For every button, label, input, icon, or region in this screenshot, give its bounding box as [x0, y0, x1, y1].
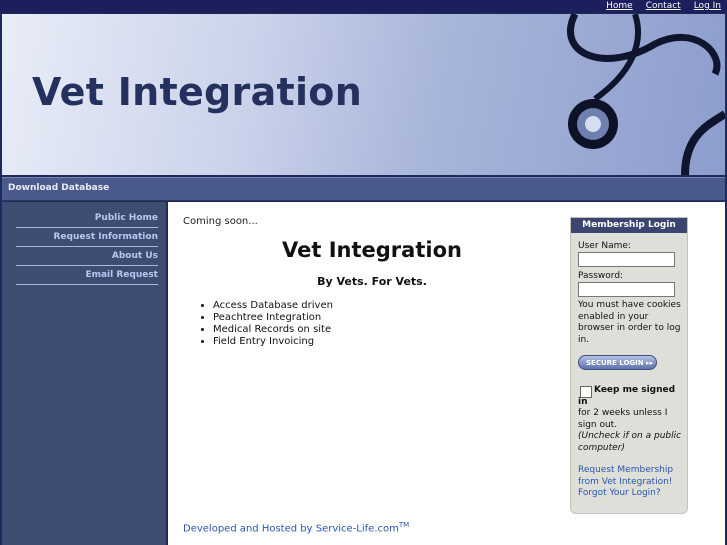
login-link[interactable]: Log In	[693, 1, 721, 11]
list-item: • Access Database driven	[213, 300, 333, 312]
sidebar-item-request-information	[16, 229, 158, 247]
sidebar-link-email-request[interactable]: Email Request	[85, 270, 158, 280]
top-nav	[606, 0, 721, 13]
download-database-link[interactable]: Download Database	[8, 183, 110, 193]
footer-credit	[183, 521, 409, 534]
sidebar-link-request-information[interactable]: Request Information	[53, 232, 158, 242]
sidebar-menu	[16, 210, 158, 286]
sidebar-item-email-request	[16, 267, 158, 285]
sidebar-link-public-home[interactable]: Public Home	[94, 213, 158, 223]
secure-login-label: SECURE LOGIN	[586, 359, 644, 367]
keep-signed-in-note: for 2 weeks unless I sign out.	[578, 408, 668, 430]
feature-list	[213, 300, 333, 348]
cookie-note: You must have cookies enabled in your browser in order to log in.	[578, 300, 681, 345]
main-content	[168, 202, 725, 545]
header-banner	[2, 14, 725, 175]
forgot-login-link[interactable]: Forgot Your Login?	[578, 488, 661, 498]
page-subheading: By Vets. For Vets.	[317, 275, 427, 288]
login-panel-title: Membership Login	[571, 218, 687, 233]
keep-signed-in-text	[578, 385, 684, 454]
list-item: • Field Entry Invoicing	[213, 336, 333, 348]
request-membership-link[interactable]: Request Membership from Vet Integration!	[578, 465, 674, 487]
coming-soon-text: Coming soon...	[183, 216, 258, 227]
sidebar	[2, 202, 166, 545]
sidebar-link-about-us[interactable]: About Us	[111, 251, 158, 261]
uncheck-note: (Uncheck if on a public computer)	[578, 431, 682, 453]
top-bar	[0, 0, 727, 13]
secure-login-button[interactable]: SECURE LOGIN ▸▸	[578, 355, 657, 370]
list-item: • Medical Records on site	[213, 324, 333, 336]
stethoscope-icon	[535, 14, 725, 175]
sidebar-item-about-us	[16, 248, 158, 266]
password-label: Password:	[578, 271, 624, 281]
contact-link[interactable]: Contact	[645, 1, 681, 11]
trademark-mark: TM	[398, 521, 410, 529]
nav-bar	[2, 177, 725, 201]
service-life-link[interactable]: Developed and Hosted by Service-Life.com	[183, 523, 399, 535]
page-heading: Vet Integration	[282, 238, 462, 262]
site-title: Vet Integration	[32, 70, 363, 114]
username-label: User Name:	[578, 241, 631, 251]
username-input[interactable]	[578, 252, 675, 267]
membership-login-panel	[570, 217, 688, 514]
home-link[interactable]: Home	[606, 1, 633, 11]
list-item: • Peachtree Integration	[213, 312, 333, 324]
keep-signed-in-label: Keep me signed in	[578, 385, 676, 407]
sidebar-item-public-home	[16, 210, 158, 228]
login-links	[578, 465, 687, 500]
password-input[interactable]	[578, 282, 675, 297]
